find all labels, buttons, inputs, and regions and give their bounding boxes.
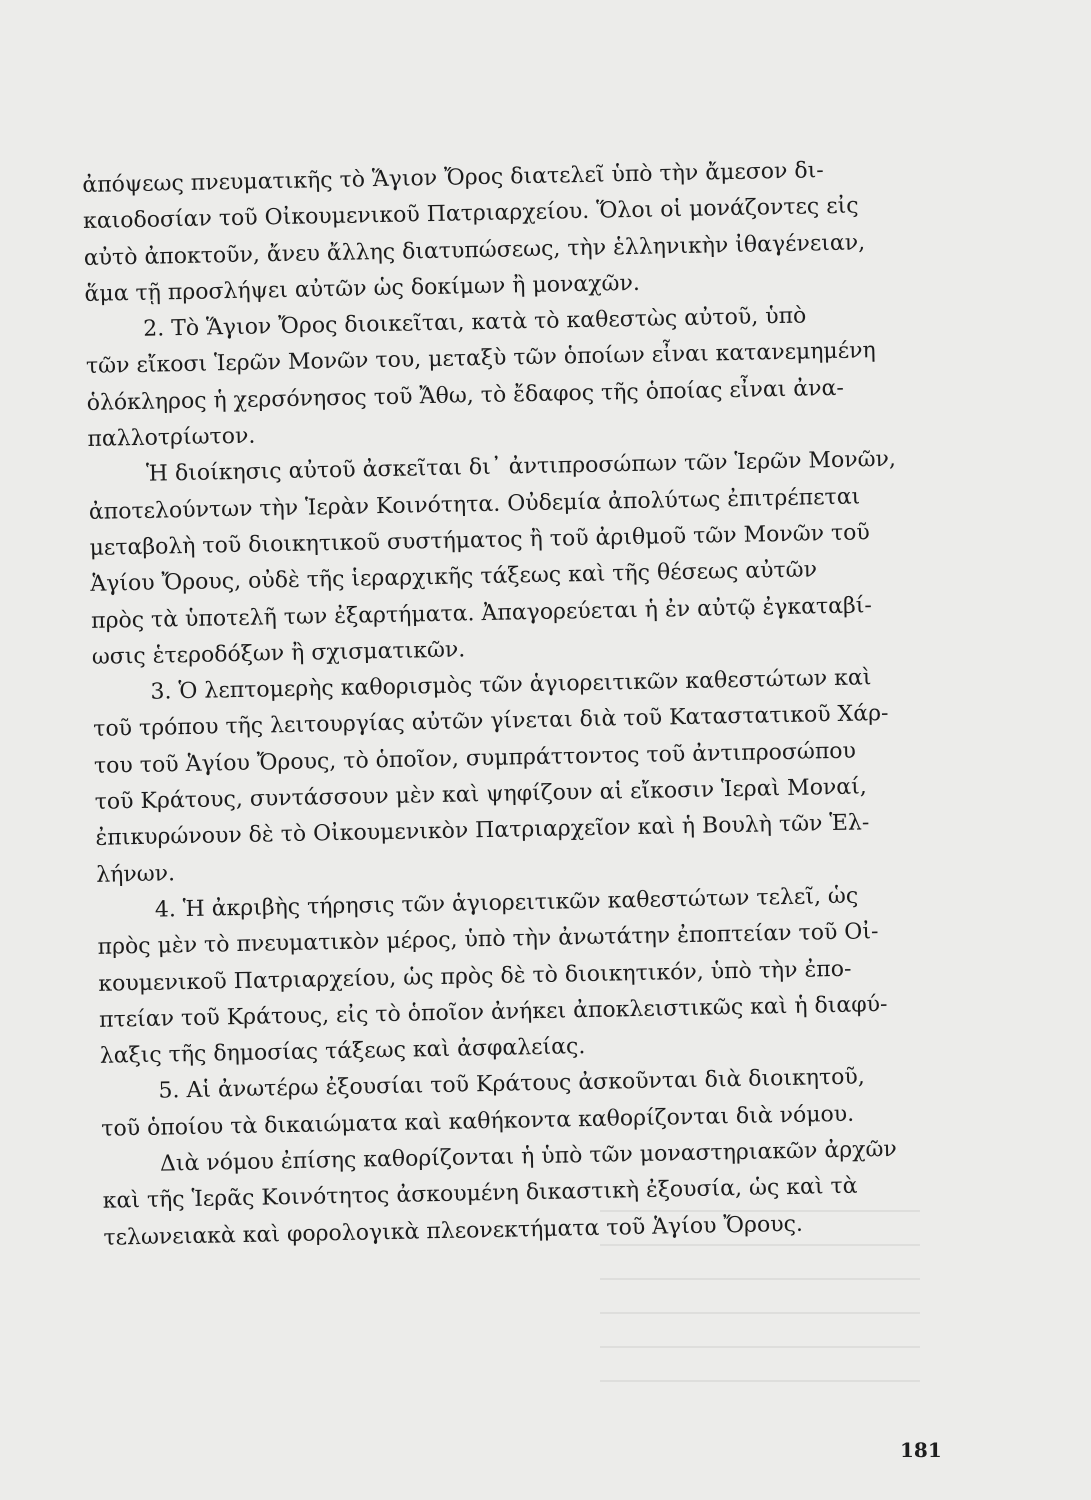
text-line: πτείαν τοῦ Κράτους, εἰς τὸ ὁποῖον ἀνήκει ἀποκλειστικῶς καὶ ἡ διαφύ- <box>98 991 888 1033</box>
body-text <box>82 151 944 1257</box>
page-number: 181 <box>900 1438 942 1462</box>
text-line: μεταβολὴ τοῦ διοικητικοῦ συστήματος ἢ τοῦ ἀριθμοῦ τῶν Μονῶν τοῦ <box>89 520 871 561</box>
text-line: πρὸς μὲν τὸ πνευματικὸν μέρος, ὑπὸ τὴν ἀνωτάτην ἐποπτείαν τοῦ Οἰ- <box>97 919 879 961</box>
text-line: καὶ τῆς Ἱερᾶς Κοινότητος ἀσκουμένη δικαστικὴ ἐξουσία, ὡς καὶ τὰ <box>102 1173 858 1215</box>
paragraph-start: Ἡ διοίκησις αὐτοῦ ἀσκεῖται δι᾽ ἀντιπροσώπων τῶν Ἱερῶν Μονῶν, <box>145 447 897 488</box>
text-line: του τοῦ Ἁγίου Ὄρους, τὸ ὁποῖον, συμπράττοντος τοῦ ἀντιπροσώπου <box>93 738 857 779</box>
paragraph-4-start: 4. Ἡ ἀκριβὴς τήρησις τῶν ἁγιορειτικῶν καθεστώτων τελεῖ, ὡς <box>154 883 859 923</box>
text-line: παλλοτρίωτον. <box>87 423 256 453</box>
text-line: ἅμα τῇ προσλήψει αὐτῶν ὡς δοκίμων ἢ μοναχῶν. <box>84 270 641 307</box>
text-line: καιοδοσίαν τοῦ Οἰκουμενικοῦ Πατριαρχείου. Ὅλοι οἱ μονάζοντες εἰς <box>82 193 859 235</box>
text-line: λαξις τῆς δημοσίας τάξεως καὶ ἀσφαλείας. <box>99 1034 586 1069</box>
text-line: ἀποτελούντων τὴν Ἱερὰν Κοινότητα. Οὐδεμία ἀπολύτως ἐπιτρέπεται <box>88 484 861 525</box>
text-line: κουμενικοῦ Πατριαρχείου, ὡς πρὸς δὲ τὸ διοικητικόν, ὑπὸ τὴν ἐπο- <box>98 956 852 997</box>
text-line: αὐτὸ ἀποκτοῦν, ἄνευ ἄλλης διατυπώσεως, τὴν ἑλληνικὴν ἰθαγένειαν, <box>83 229 866 271</box>
paragraph-3-start: 3. Ὁ λεπτομερὴς καθορισμὸς τῶν ἁγιορειτικῶν καθεστώτων καὶ <box>150 665 872 705</box>
paragraph-start: Διὰ νόμου ἐπίσης καθορίζονται ἡ ὑπὸ τῶν μοναστηριακῶν ἀρχῶν <box>159 1136 898 1177</box>
text-line: τελωνειακὰ καὶ φορολογικὰ πλεονεκτήματα τοῦ Ἁγίου Ὄρους. <box>103 1211 804 1251</box>
text-line: ὁλόκληρος ἡ χερσόνησος τοῦ Ἄθω, τὸ ἔδαφος τῆς ὁποίας εἶναι ἀνα- <box>86 375 845 416</box>
paragraph-5-start: 5. Αἱ ἀνωτέρω ἐξουσίαι τοῦ Κράτους ἀσκοῦνται διὰ διοικητοῦ, <box>158 1064 865 1105</box>
text-line: λήνων. <box>95 860 176 888</box>
text-line: ἀπόψεως πνευματικῆς τὸ Ἅγιον Ὄρος διατελεῖ ὑπὸ τὴν ἄμεσον δι- <box>82 158 824 198</box>
text-line: τοῦ τρόπου τῆς λειτουργίας αὐτῶν γίνεται διὰ τοῦ Καταστατικοῦ Χάρ- <box>93 701 889 743</box>
text-line: ἐπικυρώνουν δὲ τὸ Οἰκουμενικὸν Πατριαρχεῖον καὶ ἡ Βουλὴ τῶν Ἑλ- <box>95 810 870 852</box>
text-line: πρὸς τὰ ὑποτελῆ των ἐξαρτήματα. Ἀπαγορεύεται ἡ ἐν αὐτῷ ἐγκαταβί- <box>90 592 873 634</box>
paragraph-2-start: 2. Τὸ Ἅγιον Ὄρος διοικεῖται, κατὰ τὸ καθεστὼς αὐτοῦ, ὑπὸ <box>143 303 807 342</box>
text-line: ωσις ἑτεροδόξων ἢ σχισματικῶν. <box>91 637 466 670</box>
text-line: τοῦ Κράτους, συντάσσουν μὲν καὶ ψηφίζουν αἱ εἴκοσιν Ἱεραὶ Μοναί, <box>94 774 868 815</box>
text-line: τοῦ ὁποίου τὰ δικαιώματα καὶ καθήκοντα καθορίζονται διὰ νόμου. <box>101 1101 855 1142</box>
text-line: τῶν εἴκοσι Ἱερῶν Μονῶν του, μεταξὺ τῶν ὁποίων εἶναι κατανεμημένη <box>85 338 876 380</box>
text-line: Ἁγίου Ὄρους, οὐδὲ τῆς ἱεραρχικῆς τάξεως καὶ τῆς θέσεως αὐτῶν <box>90 557 818 598</box>
